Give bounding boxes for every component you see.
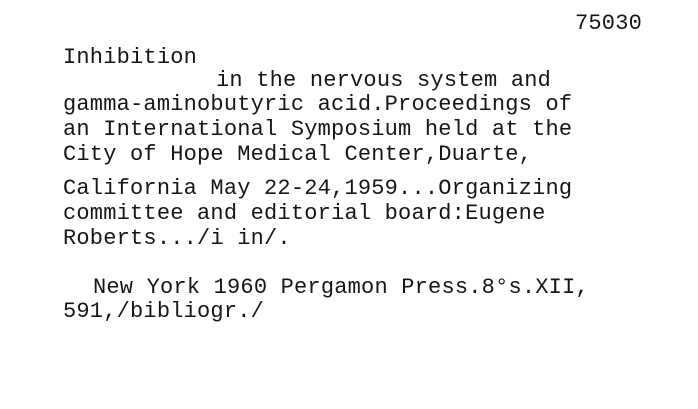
title-line-3: gamma-aminobutyric acid.Proceedings of [63,92,573,117]
catalog-number: 75030 [575,11,643,36]
title-line-2: in the nervous system and [216,68,552,93]
title-line-7: committee and editorial board:Eugene [63,201,546,226]
title-line-5: City of Hope Medical Center,Duarte, [63,142,533,167]
title-line-8: Roberts.../i in/. [63,226,291,251]
imprint-line-1: New York 1960 Pergamon Press.8°s.XII, [93,275,589,300]
title-line-1: Inhibition [63,45,198,70]
title-line-4: an International Symposium held at the [63,117,573,142]
title-line-6: California May 22-24,1959...Organizing [63,176,573,201]
imprint-line-2: 591,/bibliogr./ [63,299,265,324]
